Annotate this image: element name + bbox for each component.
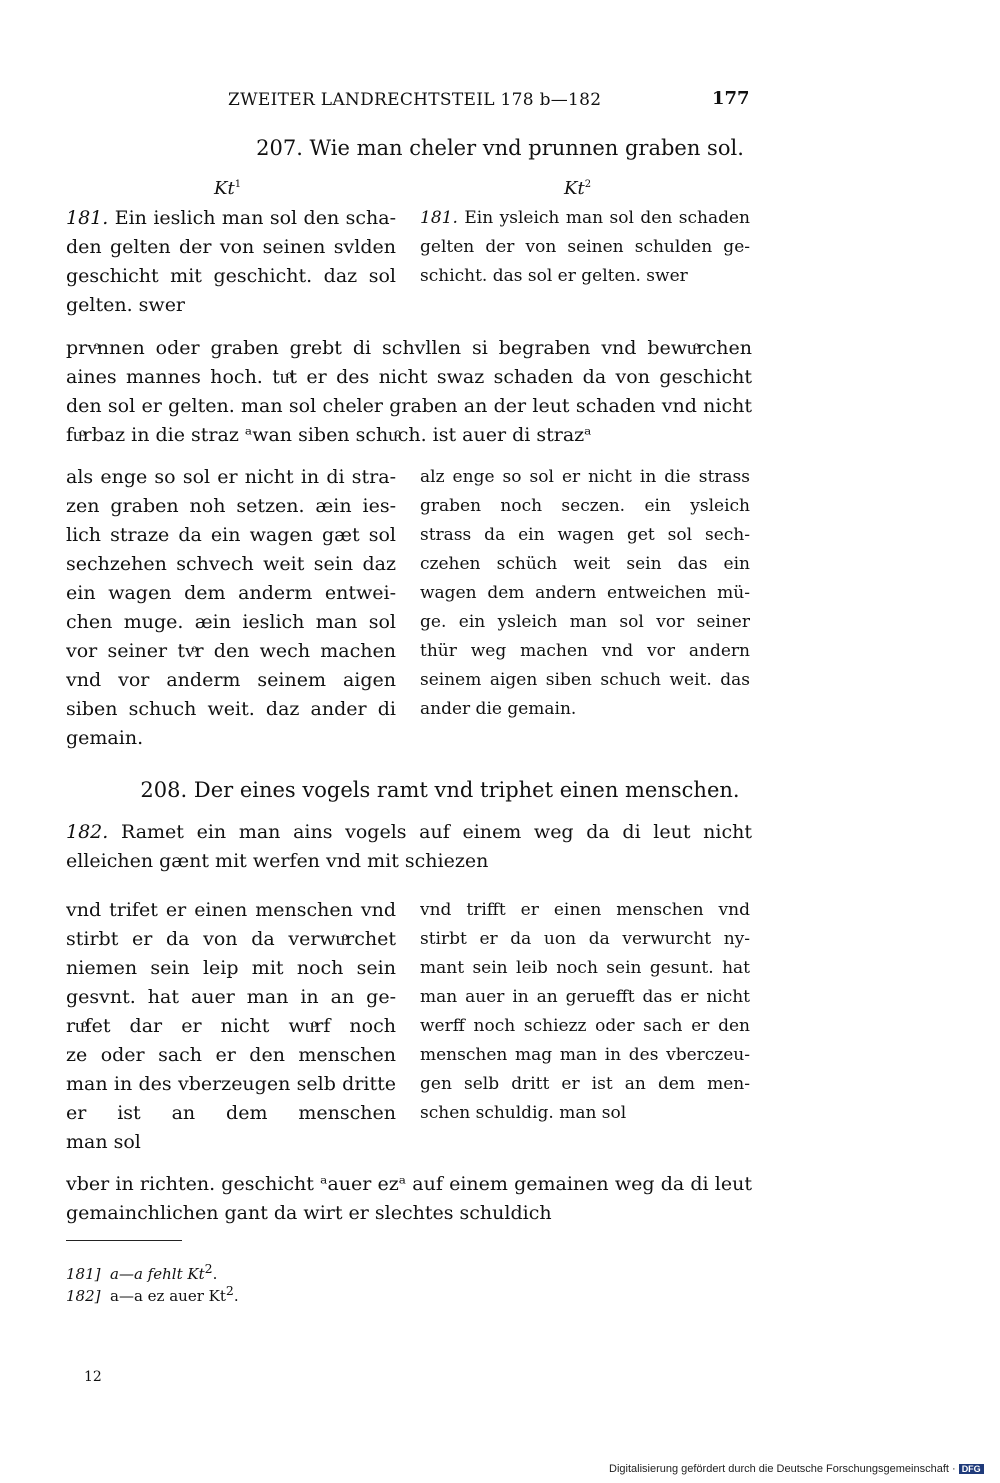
running-title: ZWEITER LANDRECHTSTEIL 178 b—182 — [228, 90, 602, 110]
text-line: lich straze da ein wagen gæt sol — [66, 524, 396, 546]
text-line: strass da ein wagen get sol sech- — [420, 525, 750, 545]
text-line: siben schuch weit. daz ander di — [66, 698, 396, 720]
text-line: vnd trifet er einen menschen vnd — [66, 899, 396, 921]
text-line: vor seiner tvͦr den wech machen — [66, 640, 396, 662]
text-line: elleichen gænt mit werfen vnd mit schiezen — [66, 850, 489, 872]
text-line: 181. Ein ysleich man sol den schaden — [420, 208, 750, 228]
text-line: seinem aigen siben schuch weit. das — [420, 670, 750, 690]
page-number: 177 — [712, 88, 750, 109]
column-left-208 — [66, 896, 396, 1157]
text-line: zen graben noh setzen. æin ies- — [66, 495, 396, 517]
text-line: ze oder sach er den menschen — [66, 1044, 396, 1066]
column-left-207a — [66, 204, 396, 320]
witness-label-left: Kt$^1$ — [214, 178, 242, 199]
text-line: werff noch schiezz oder sach er den — [420, 1016, 750, 1036]
text-line: ander die gemain. — [420, 699, 577, 719]
text-line: man in des vberzeugen selb dritte — [66, 1073, 396, 1095]
footnote-rule — [66, 1240, 182, 1241]
text-line: aines mannes hoch. tuͦt er des nicht swaz schaden da von geschicht — [66, 366, 752, 388]
text-line: thür weg machen vnd vor andern — [420, 641, 750, 661]
text-line: 182. Ramet ein man ains vogels auf einem weg da di leut nicht — [66, 821, 752, 843]
text-line: man sol — [66, 1131, 141, 1153]
text-line: gelten. swer — [66, 294, 186, 316]
dfg-logo: DFG — [959, 1464, 984, 1474]
text-line: den gelten der von seinen svlden — [66, 236, 396, 258]
section-208-title: 208. Der eines vogels ramt vnd triphet einen menschen. — [140, 778, 740, 802]
fulltext-208 — [66, 1170, 752, 1228]
footnote-181: 181] a—a fehlt Kt$^2$. — [66, 1261, 218, 1283]
text-line: den sol er gelten. man sol cheler graben an der leut schaden vnd nicht — [66, 395, 752, 417]
text-line: schicht. das sol er gelten. swer — [420, 266, 688, 286]
text-line: geschicht mit geschicht. daz sol — [66, 265, 396, 287]
section-207-title: 207. Wie man cheler vnd prunnen graben sol. — [256, 136, 744, 160]
column-right-207b — [420, 463, 750, 724]
text-line: wagen dem andern entweichen mü- — [420, 583, 750, 603]
text-line: gen selb dritt er ist an dem men- — [420, 1074, 750, 1094]
text-line: graben noch seczen. ein ysleich — [420, 496, 750, 516]
text-line: fuͦrbaz in die straz ᵃwan siben schuͦch. ist auer di strazᵃ — [66, 424, 592, 446]
text-line: stirbt er da von da verwuͦrchet — [66, 928, 396, 950]
text-line: ge. ein ysleich man sol vor seiner — [420, 612, 750, 632]
text-line: czehen schüch weit sein das ein — [420, 554, 750, 574]
intro-208 — [66, 818, 752, 876]
text-line: gesvnt. hat auer man in an ge- — [66, 986, 396, 1008]
footnote-182: 182] a—a ez auer Kt$^2$. — [66, 1283, 239, 1305]
text-line: mant sein leib noch sein gesunt. hat — [420, 958, 750, 978]
column-right-208 — [420, 896, 750, 1128]
text-line: er ist an dem menschen — [66, 1102, 396, 1124]
column-left-207b — [66, 463, 396, 753]
text-line: vnd vor anderm seinem aigen — [66, 669, 396, 691]
text-line: gemain. — [66, 727, 144, 749]
text-line: ein wagen dem anderm entwei- — [66, 582, 396, 604]
text-line: gemainchlichen gant da wirt er slechtes schuldich — [66, 1202, 552, 1224]
text-line: menschen mag man in des vberczeu- — [420, 1045, 750, 1065]
text-line: prvͦnnen oder graben grebt di schvllen si begraben vnd bewuͦrchen — [66, 337, 752, 359]
text-line: sechzehen schvech weit sein daz — [66, 553, 396, 575]
text-line: chen muge. æin ieslich man sol — [66, 611, 396, 633]
column-right-207a — [420, 204, 750, 291]
text-line: als enge so sol er nicht in di stra- — [66, 466, 396, 488]
digitization-notice: Digitalisierung gefördert durch die Deutsche Forschungsgemeinschaft · DFG — [609, 1463, 984, 1475]
text-line: stirbt er da uon da verwurcht ny- — [420, 929, 750, 949]
text-line: alz enge so sol er nicht in die strass — [420, 467, 750, 487]
fulltext-207 — [66, 334, 752, 450]
text-line: schen schuldig. man sol — [420, 1103, 627, 1123]
text-line: vnd trifft er einen menschen vnd — [420, 900, 750, 920]
signature-mark: 12 — [84, 1369, 102, 1385]
text-line: 181. Ein ieslich man sol den scha- — [66, 207, 396, 229]
text-line: gelten der von seinen schulden ge- — [420, 237, 750, 257]
text-line: niemen sein leip mit noch sein — [66, 957, 396, 979]
witness-label-right: Kt$^2$ — [564, 178, 592, 199]
text-line: man auer in an geruefft das er nicht — [420, 987, 750, 1007]
text-line: vber in richten. geschicht ᵃauer ezᵃ auf einem gemainen weg da di leut — [66, 1173, 752, 1195]
text-line: ruͦfet dar er nicht wuͦrf noch — [66, 1015, 396, 1037]
